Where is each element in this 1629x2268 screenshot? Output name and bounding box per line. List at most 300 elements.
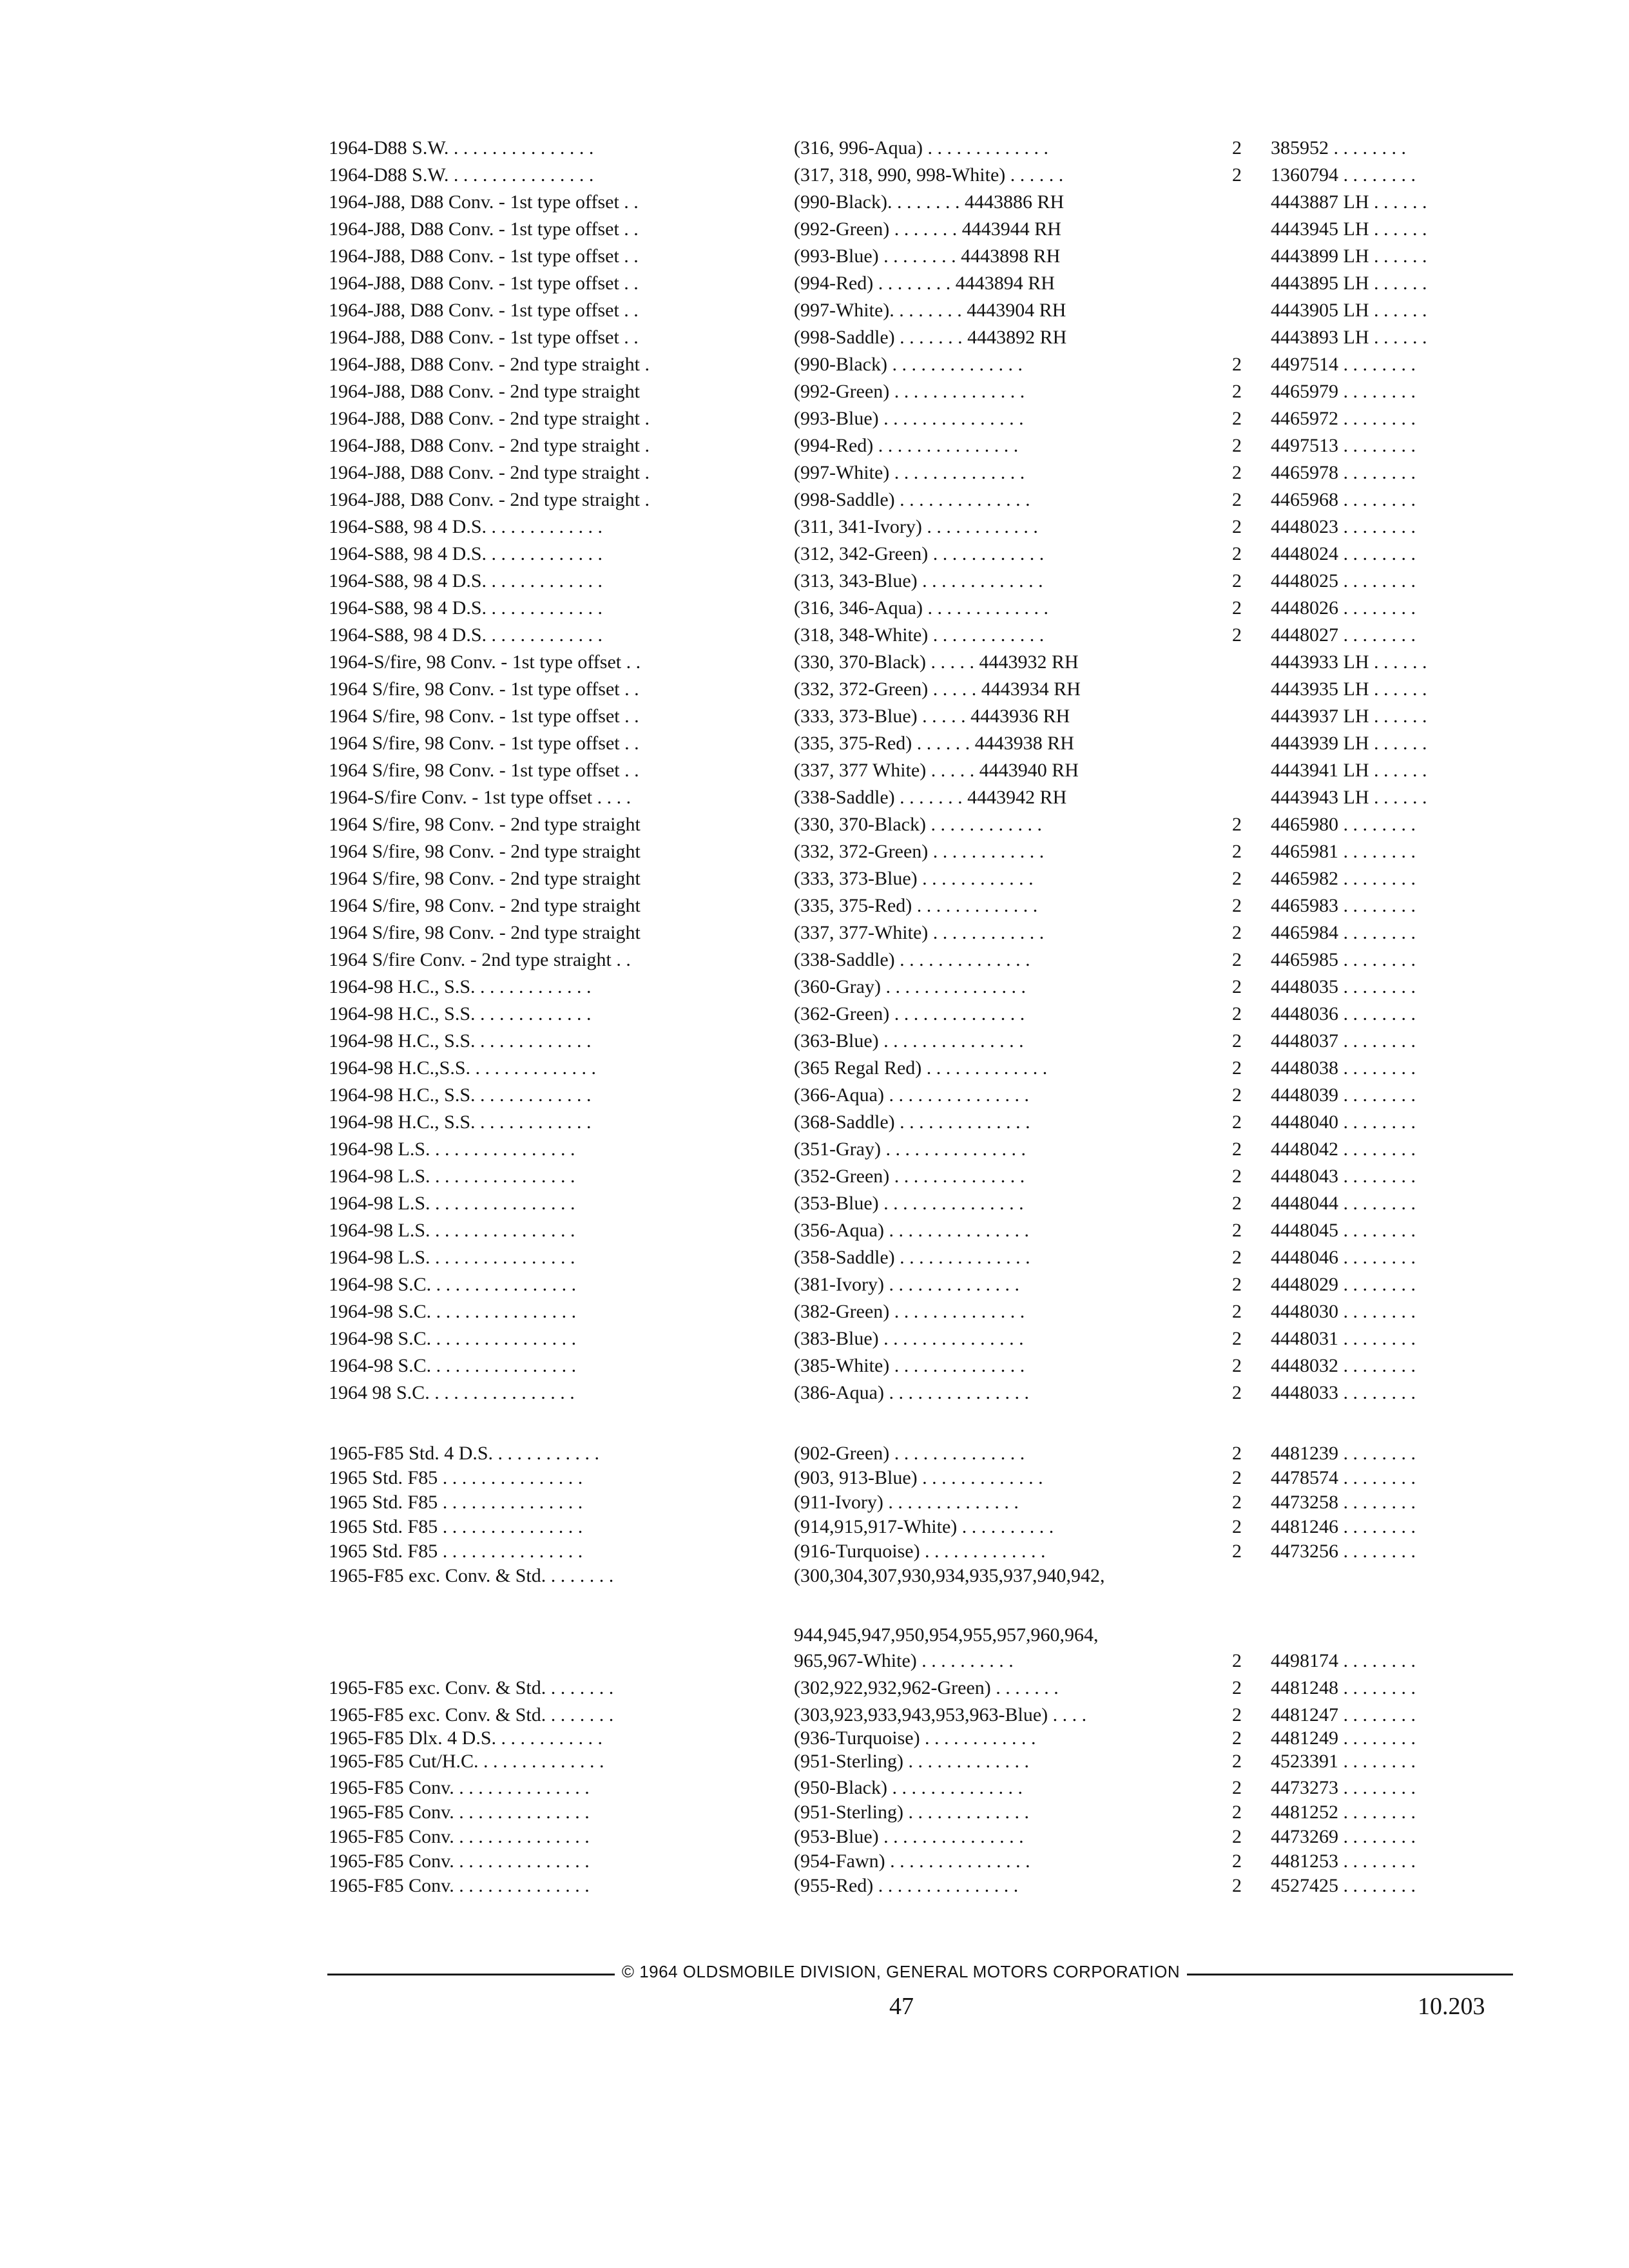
description-cell: (337, 377 White) . . . . . 4443940 RH [794,760,1079,781]
table-row [0,406,1629,432]
description-cell: (992-Green) . . . . . . . . . . . . . . [794,381,1025,402]
quantity-cell: 2 [1232,1355,1242,1376]
description-cell: (352-Green) . . . . . . . . . . . . . . [794,1166,1025,1187]
description-cell: (351-Gray) . . . . . . . . . . . . . . . [794,1139,1026,1160]
quantity-cell: 2 [1232,1727,1242,1749]
part-number-cell: 4448042 . . . . . . . . [1271,1139,1416,1160]
description-cell: (316, 346-Aqua) . . . . . . . . . . . . . [794,597,1048,619]
part-number-cell: 4478574 . . . . . . . . [1271,1467,1416,1488]
part-number-cell: 4443895 LH . . . . . . [1271,273,1427,294]
continuation-values [0,1648,1629,1674]
quantity-cell: 2 [1232,1220,1242,1241]
description-cell: (338-Saddle) . . . . . . . 4443942 RH [794,787,1067,808]
part-number-cell: 4473273 . . . . . . . . [1271,1777,1416,1798]
part-number-cell: 4465981 . . . . . . . . [1271,841,1416,862]
model-cell: 1965-F85 exc. Conv. & Std. . . . . . . . [329,1704,614,1725]
part-number-cell: 4465980 . . . . . . . . [1271,814,1416,835]
model-cell: 1964-98 H.C., S.S. . . . . . . . . . . . . [329,1030,592,1052]
part-number-cell: 4443899 LH . . . . . . [1271,245,1427,267]
description-cell: (335, 375-Red) . . . . . . 4443938 RH [794,733,1074,754]
model-cell: 1964 S/fire, 98 Conv. - 2nd type straight [329,922,641,943]
part-number-cell: 4448037 . . . . . . . . [1271,1030,1416,1052]
model-cell: 1964-98 S.C. . . . . . . . . . . . . . . . [329,1274,577,1295]
model-cell: 1964-98 H.C.,S.S. . . . . . . . . . . . . . [329,1057,597,1079]
model-cell: 1965-F85 exc. Conv. & Std. . . . . . . . [329,1677,614,1698]
model-cell: 1964-S88, 98 4 D.S. . . . . . . . . . . . . [329,516,603,537]
description-cell: (358-Saddle) . . . . . . . . . . . . . . [794,1247,1030,1268]
quantity-cell: 2 [1232,976,1242,997]
description-cell: (990-Black). . . . . . . . 4443886 RH [794,191,1065,213]
part-number-cell: 4465984 . . . . . . . . [1271,922,1416,943]
part-number-cell: 4448044 . . . . . . . . [1271,1193,1416,1214]
model-cell: 1964-S88, 98 4 D.S. . . . . . . . . . . . . [329,624,603,646]
continuation-quantity: 2 [1232,1650,1242,1671]
table-row [0,1218,1629,1244]
table-row [0,1675,1629,1701]
table-row [0,1539,1629,1564]
model-cell: 1964-S88, 98 4 D.S. . . . . . . . . . . . . [329,597,603,619]
description-cell: (994-Red) . . . . . . . . . . . . . . . [794,435,1019,456]
model-cell: 1964-98 H.C., S.S. . . . . . . . . . . . . [329,1111,592,1133]
table-row [0,1164,1629,1189]
description-cell: (953-Blue) . . . . . . . . . . . . . . . [794,1826,1024,1847]
description-cell: (381-Ivory) . . . . . . . . . . . . . . [794,1274,1019,1295]
description-cell: (365 Regal Red) . . . . . . . . . . . . . [794,1057,1048,1079]
quantity-cell: 2 [1232,922,1242,943]
model-cell: 1964-S88, 98 4 D.S. . . . . . . . . . . . . [329,543,603,564]
description-cell: (911-Ivory) . . . . . . . . . . . . . . [794,1492,1019,1513]
part-number-cell: 4443905 LH . . . . . . [1271,300,1427,321]
quantity-cell: 2 [1232,597,1242,619]
description-cell: (383-Blue) . . . . . . . . . . . . . . . [794,1328,1024,1349]
part-number-cell: 4448036 . . . . . . . . [1271,1003,1416,1024]
table-row [0,1353,1629,1379]
description-cell: (316, 996-Aqua) . . . . . . . . . . . . . [794,137,1048,159]
description-cell: (337, 377-White) . . . . . . . . . . . . [794,922,1045,943]
part-number-cell: 1360794 . . . . . . . . [1271,164,1416,186]
table-row [0,812,1629,838]
model-cell: 1964-98 H.C., S.S. . . . . . . . . . . . . [329,1003,592,1024]
part-number-cell: 4448030 . . . . . . . . [1271,1301,1416,1322]
part-number-cell: 4481248 . . . . . . . . [1271,1677,1416,1698]
part-number-cell: 4448040 . . . . . . . . [1271,1111,1416,1133]
table-row [0,785,1629,811]
quantity-cell: 2 [1232,1875,1242,1896]
table-row [0,379,1629,405]
quantity-cell: 2 [1232,1492,1242,1513]
part-number-cell: 4448043 . . . . . . . . [1271,1166,1416,1187]
table-row [0,271,1629,296]
table-row [0,893,1629,919]
quantity-cell: 2 [1232,543,1242,564]
model-cell: 1964-98 L.S. . . . . . . . . . . . . . . . [329,1166,575,1187]
model-cell: 1965-F85 Conv. . . . . . . . . . . . . . . [329,1802,590,1823]
model-cell: 1964-98 L.S. . . . . . . . . . . . . . . . [329,1247,575,1268]
table-row [0,1465,1629,1491]
model-cell: 1964-98 S.C. . . . . . . . . . . . . . . . [329,1355,577,1376]
quantity-cell: 2 [1232,895,1242,916]
table-row [0,189,1629,215]
part-number-cell: 4465983 . . . . . . . . [1271,895,1416,916]
quantity-cell: 2 [1232,1704,1242,1725]
description-cell: (330, 370-Black) . . . . . . . . . . . . [794,814,1042,835]
part-number-cell: 4448025 . . . . . . . . [1271,570,1416,591]
description-cell: (313, 343-Blue) . . . . . . . . . . . . . [794,570,1043,591]
table-row [0,433,1629,459]
part-number-cell: 4481239 . . . . . . . . [1271,1443,1416,1464]
table-row [0,1800,1629,1825]
model-cell: 1965-F85 Dlx. 4 D.S. . . . . . . . . . . . [329,1727,603,1749]
description-cell: (951-Sterling) . . . . . . . . . . . . . [794,1802,1029,1823]
table-row [0,1725,1629,1751]
part-number-cell: 4448023 . . . . . . . . [1271,516,1416,537]
quantity-cell: 2 [1232,1111,1242,1133]
model-cell: 1964 S/fire, 98 Conv. - 1st type offset . . [329,706,639,727]
part-number-cell: 4448027 . . . . . . . . [1271,624,1416,646]
description-cell: (317, 318, 990, 998-White) . . . . . . [794,164,1064,186]
table-row [0,649,1629,675]
model-cell: 1964 S/fire, 98 Conv. - 2nd type straight [329,841,641,862]
description-cell: (955-Red) . . . . . . . . . . . . . . . [794,1875,1019,1896]
description-cell: (332, 372-Green) . . . . . 4443934 RH [794,678,1081,700]
description-cell: (998-Saddle) . . . . . . . 4443892 RH [794,327,1067,348]
part-number-cell: 4443941 LH . . . . . . [1271,760,1427,781]
description-cell: (997-White) . . . . . . . . . . . . . . [794,462,1025,483]
model-cell: 1964-J88, D88 Conv. - 2nd type straight . [329,435,650,456]
table-row [0,1191,1629,1216]
part-number-cell: 4465978 . . . . . . . . [1271,462,1416,483]
description-cell: (303,923,933,943,953,963-Blue) . . . . [794,1704,1087,1725]
part-number-cell: 4481249 . . . . . . . . [1271,1727,1416,1749]
part-number-cell: 4443933 LH . . . . . . [1271,651,1427,673]
part-number-cell: 4473256 . . . . . . . . [1271,1541,1416,1562]
table-row [0,1702,1629,1728]
table-row [0,568,1629,594]
table-row [0,866,1629,892]
model-cell: 1965-F85 exc. Conv. & Std. . . . . . . . [329,1565,614,1586]
description-cell: (360-Gray) . . . . . . . . . . . . . . . [794,976,1026,997]
description-cell: (300,304,307,930,934,935,937,940,942, [794,1565,1105,1586]
description-cell: (992-Green) . . . . . . . 4443944 RH [794,218,1061,240]
model-cell: 1964-J88, D88 Conv. - 2nd type straight . [329,408,650,429]
model-cell: 1964-98 S.C. . . . . . . . . . . . . . . . [329,1301,577,1322]
quantity-cell: 2 [1232,381,1242,402]
part-number-cell: 4443937 LH . . . . . . [1271,706,1427,727]
model-cell: 1964-J88, D88 Conv. - 1st type offset . . [329,300,639,321]
model-cell: 1964-J88, D88 Conv. - 1st type offset . . [329,191,639,213]
model-cell: 1964 S/fire, 98 Conv. - 1st type offset . . [329,733,639,754]
part-number-cell: 4481253 . . . . . . . . [1271,1850,1416,1872]
quantity-cell: 2 [1232,164,1242,186]
part-number-cell: 4448031 . . . . . . . . [1271,1328,1416,1349]
description-cell: (330, 370-Black) . . . . . 4443932 RH [794,651,1079,673]
part-number-cell: 4448046 . . . . . . . . [1271,1247,1416,1268]
quantity-cell: 2 [1232,841,1242,862]
model-cell: 1964 S/fire, 98 Conv. - 1st type offset . . [329,760,639,781]
quantity-cell: 2 [1232,435,1242,456]
model-cell: 1964-98 H.C., S.S. . . . . . . . . . . . . [329,1084,592,1106]
table-row [0,1245,1629,1271]
table-row [0,1441,1629,1466]
model-cell: 1964 S/fire, 98 Conv. - 2nd type straight [329,895,641,916]
part-number-cell: 4465972 . . . . . . . . [1271,408,1416,429]
model-cell: 1964 S/fire, 98 Conv. - 2nd type straight [329,868,641,889]
table-row [0,704,1629,729]
description-cell: (950-Black) . . . . . . . . . . . . . . [794,1777,1023,1798]
footer-rule-right [1187,1974,1513,1975]
part-number-cell: 4443893 LH . . . . . . [1271,327,1427,348]
quantity-cell: 2 [1232,1003,1242,1024]
model-cell: 1964-J88, D88 Conv. - 1st type offset . . [329,273,639,294]
part-number-cell: 4465982 . . . . . . . . [1271,868,1416,889]
description-cell: (993-Blue) . . . . . . . . . . . . . . . [794,408,1024,429]
quantity-cell: 2 [1232,1301,1242,1322]
quantity-cell: 2 [1232,1777,1242,1798]
table-row [0,839,1629,865]
quantity-cell: 2 [1232,1328,1242,1349]
table-row [0,460,1629,486]
description-cell: (386-Aqua) . . . . . . . . . . . . . . . [794,1382,1029,1403]
part-number-cell: 385952 . . . . . . . . [1271,137,1406,159]
description-continuation-line-2: 965,967-White) . . . . . . . . . . [794,1650,1014,1671]
table-row [0,1001,1629,1027]
description-cell: (368-Saddle) . . . . . . . . . . . . . . [794,1111,1030,1133]
table-row [0,677,1629,702]
description-cell: (954-Fawn) . . . . . . . . . . . . . . . [794,1850,1030,1872]
part-number-cell: 4481246 . . . . . . . . [1271,1516,1416,1537]
model-cell: 1965-F85 Conv. . . . . . . . . . . . . . . [329,1777,590,1798]
part-number-cell: 4497514 . . . . . . . . [1271,354,1416,375]
table-row [0,1326,1629,1352]
model-cell: 1964-J88, D88 Conv. - 1st type offset . . [329,327,639,348]
model-cell: 1964-S/fire, 98 Conv. - 1st type offset . . [329,651,641,673]
description-cell: (302,922,932,962-Green) . . . . . . . [794,1677,1059,1698]
part-number-cell: 4481252 . . . . . . . . [1271,1802,1416,1823]
quantity-cell: 2 [1232,1057,1242,1079]
quantity-cell: 2 [1232,1443,1242,1464]
table-row [0,1775,1629,1801]
description-cell: (936-Turquoise) . . . . . . . . . . . . [794,1727,1036,1749]
table-row [0,758,1629,783]
part-number-cell: 4527425 . . . . . . . . [1271,1875,1416,1896]
quantity-cell: 2 [1232,1677,1242,1698]
quantity-cell: 2 [1232,1139,1242,1160]
part-number-cell: 4443887 LH . . . . . . [1271,191,1427,213]
part-number-cell: 4481247 . . . . . . . . [1271,1704,1416,1725]
description-continuation-line-1: 944,945,947,950,954,955,957,960,964, [794,1624,1099,1646]
model-cell: 1964 S/fire Conv. - 2nd type straight . . [329,949,631,970]
table-row [0,1272,1629,1298]
table-row [0,325,1629,351]
model-cell: 1965 Std. F85 . . . . . . . . . . . . . . . [329,1492,583,1513]
quantity-cell: 2 [1232,1751,1242,1772]
model-cell: 1964-98 L.S. . . . . . . . . . . . . . . . [329,1193,575,1214]
model-cell: 1964-J88, D88 Conv. - 2nd type straight . [329,462,650,483]
table-row [0,541,1629,567]
table-row [0,1082,1629,1108]
quantity-cell: 2 [1232,1030,1242,1052]
description-cell: (916-Turquoise) . . . . . . . . . . . . . [794,1541,1046,1562]
quantity-cell: 2 [1232,1382,1242,1403]
model-cell: 1964 98 S.C. . . . . . . . . . . . . . . . [329,1382,575,1403]
part-number-cell: 4448039 . . . . . . . . [1271,1084,1416,1106]
description-cell: (311, 341-Ivory) . . . . . . . . . . . . [794,516,1038,537]
description-cell: (332, 372-Green) . . . . . . . . . . . . [794,841,1045,862]
table-row [0,1055,1629,1081]
part-number-cell: 4443945 LH . . . . . . [1271,218,1427,240]
table-row [0,1749,1629,1774]
model-cell: 1964 S/fire, 98 Conv. - 1st type offset . . [329,678,639,700]
table-row [0,1110,1629,1135]
part-number-cell: 4465968 . . . . . . . . [1271,489,1416,510]
model-cell: 1964-J88, D88 Conv. - 2nd type straight . [329,354,650,375]
quantity-cell: 2 [1232,408,1242,429]
table-row [0,1137,1629,1162]
description-cell: (990-Black) . . . . . . . . . . . . . . [794,354,1023,375]
description-cell: (333, 373-Blue) . . . . . 4443936 RH [794,706,1070,727]
part-number-cell: 4443935 LH . . . . . . [1271,678,1427,700]
table-row [0,1299,1629,1325]
table-row [0,244,1629,269]
description-cell: (338-Saddle) . . . . . . . . . . . . . . [794,949,1030,970]
table-row [0,298,1629,323]
description-cell: (382-Green) . . . . . . . . . . . . . . [794,1301,1025,1322]
quantity-cell: 2 [1232,1802,1242,1823]
part-number-cell: 4497513 . . . . . . . . [1271,435,1416,456]
table-row [0,622,1629,648]
quantity-cell: 2 [1232,570,1242,591]
quantity-cell: 2 [1232,516,1242,537]
model-cell: 1964-S/fire Conv. - 1st type offset . . . . [329,787,631,808]
table-row [0,1849,1629,1874]
model-cell: 1965-F85 Conv. . . . . . . . . . . . . . . [329,1826,590,1847]
part-number-cell: 4448024 . . . . . . . . [1271,543,1416,564]
description-cell: (903, 913-Blue) . . . . . . . . . . . . . [794,1467,1043,1488]
table-row [0,1563,1629,1589]
table-row [0,514,1629,540]
part-number-cell: 4448035 . . . . . . . . [1271,976,1416,997]
model-cell: 1964-J88, D88 Conv. - 2nd type straight [329,381,641,402]
description-cell: (366-Aqua) . . . . . . . . . . . . . . . [794,1084,1029,1106]
description-cell: (335, 375-Red) . . . . . . . . . . . . . [794,895,1038,916]
description-cell: (385-White) . . . . . . . . . . . . . . [794,1355,1025,1376]
part-number-cell: 4465985 . . . . . . . . [1271,949,1416,970]
quantity-cell: 2 [1232,1193,1242,1214]
part-number-cell: 4473269 . . . . . . . . [1271,1826,1416,1847]
description-cell: (994-Red) . . . . . . . . 4443894 RH [794,273,1055,294]
part-number-cell: 4448029 . . . . . . . . [1271,1274,1416,1295]
part-number-cell: 4448038 . . . . . . . . [1271,1057,1416,1079]
quantity-cell: 2 [1232,1826,1242,1847]
description-cell: (914,915,917-White) . . . . . . . . . . [794,1516,1054,1537]
description-cell: (997-White). . . . . . . . 4443904 RH [794,300,1066,321]
quantity-cell: 2 [1232,1274,1242,1295]
quantity-cell: 2 [1232,868,1242,889]
table-row [0,1873,1629,1899]
table-row [0,1514,1629,1540]
continuation-part-number: 4498174 . . . . . . . . [1271,1650,1416,1671]
quantity-cell: 2 [1232,624,1242,646]
table-row [0,731,1629,756]
model-cell: 1965 Std. F85 . . . . . . . . . . . . . . . [329,1541,583,1562]
quantity-cell: 2 [1232,1467,1242,1488]
model-cell: 1964-J88, D88 Conv. - 1st type offset . . [329,218,639,240]
document-number: 10.203 [1418,1993,1485,2020]
page-number: 47 [889,1993,914,2020]
description-cell: (333, 373-Blue) . . . . . . . . . . . . [794,868,1034,889]
table-row [0,135,1629,161]
model-cell: 1964-98 L.S. . . . . . . . . . . . . . . . [329,1139,575,1160]
table-row [0,595,1629,621]
description-cell: (998-Saddle) . . . . . . . . . . . . . . [794,489,1030,510]
table-row [0,1028,1629,1054]
model-cell: 1964-D88 S.W. . . . . . . . . . . . . . . . [329,137,594,159]
description-cell: (951-Sterling) . . . . . . . . . . . . . [794,1751,1029,1772]
table-row [0,216,1629,242]
table-row [0,1380,1629,1406]
description-cell: (312, 342-Green) . . . . . . . . . . . . [794,543,1045,564]
part-number-cell: 4448045 . . . . . . . . [1271,1220,1416,1241]
description-cell: (353-Blue) . . . . . . . . . . . . . . . [794,1193,1024,1214]
model-cell: 1964-J88, D88 Conv. - 1st type offset . . [329,245,639,267]
table-row [0,947,1629,973]
description-cell: (318, 348-White) . . . . . . . . . . . . [794,624,1045,646]
model-cell: 1964-S88, 98 4 D.S. . . . . . . . . . . . . [329,570,603,591]
quantity-cell: 2 [1232,462,1242,483]
part-number-cell: 4448033 . . . . . . . . [1271,1382,1416,1403]
quantity-cell: 2 [1232,814,1242,835]
copyright-notice: © 1964 OLDSMOBILE DIVISION, GENERAL MOTORS CORPORATION [621,1962,1181,1981]
model-cell: 1964-D88 S.W. . . . . . . . . . . . . . . . [329,164,594,186]
model-cell: 1965-F85 Conv. . . . . . . . . . . . . . . [329,1850,590,1872]
part-number-cell: 4443939 LH . . . . . . [1271,733,1427,754]
quantity-cell: 2 [1232,137,1242,159]
quantity-cell: 2 [1232,1247,1242,1268]
model-cell: 1964-98 L.S. . . . . . . . . . . . . . . . [329,1220,575,1241]
quantity-cell: 2 [1232,1084,1242,1106]
model-cell: 1965-F85 Std. 4 D.S. . . . . . . . . . . . [329,1443,600,1464]
table-row [0,487,1629,513]
model-cell: 1965 Std. F85 . . . . . . . . . . . . . . . [329,1516,583,1537]
model-cell: 1964-J88, D88 Conv. - 2nd type straight . [329,489,650,510]
part-number-cell: 4523391 . . . . . . . . [1271,1751,1416,1772]
quantity-cell: 2 [1232,1541,1242,1562]
quantity-cell: 2 [1232,489,1242,510]
model-cell: 1965 Std. F85 . . . . . . . . . . . . . . . [329,1467,583,1488]
description-cell: (993-Blue) . . . . . . . . 4443898 RH [794,245,1061,267]
table-row [0,974,1629,1000]
description-cell: (363-Blue) . . . . . . . . . . . . . . . [794,1030,1024,1052]
model-cell: 1965-F85 Cut/H.C. . . . . . . . . . . . . . [329,1751,604,1772]
table-row [0,1824,1629,1850]
model-cell: 1964-98 H.C., S.S. . . . . . . . . . . . . [329,976,592,997]
quantity-cell: 2 [1232,1850,1242,1872]
description-cell: (902-Green) . . . . . . . . . . . . . . [794,1443,1025,1464]
quantity-cell: 2 [1232,949,1242,970]
table-row [0,162,1629,188]
table-row [0,1490,1629,1515]
table-row [0,352,1629,378]
part-number-cell: 4448026 . . . . . . . . [1271,597,1416,619]
footer-rule-left [327,1974,615,1975]
quantity-cell: 2 [1232,354,1242,375]
model-cell: 1965-F85 Conv. . . . . . . . . . . . . . . [329,1875,590,1896]
table-row [0,920,1629,946]
quantity-cell: 2 [1232,1516,1242,1537]
part-number-cell: 4473258 . . . . . . . . [1271,1492,1416,1513]
quantity-cell: 2 [1232,1166,1242,1187]
part-number-cell: 4465979 . . . . . . . . [1271,381,1416,402]
